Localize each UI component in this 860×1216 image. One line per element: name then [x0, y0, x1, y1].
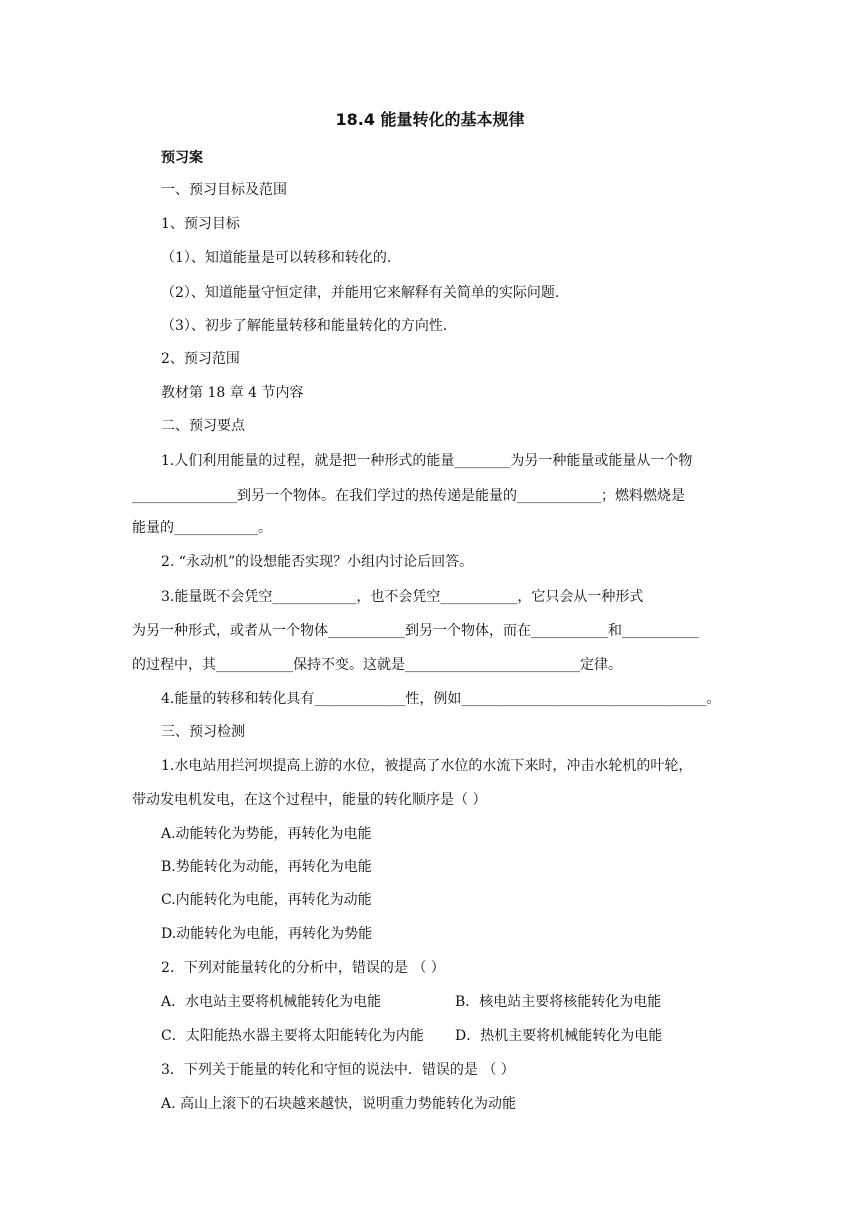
- question-2-stem: 2．下列对能量转化的分析中，错误的是 （ ）: [161, 960, 445, 976]
- heading-preview-scope: 2、预习范围: [161, 351, 240, 367]
- key-point-1-line-2: _______________到另一个物体。在我们学过的热传递是能量的____________；燃料燃烧是: [132, 488, 685, 504]
- heading-preview-goals-scope: 一、预习目标及范围: [161, 182, 287, 198]
- document-title: 18.4 能量转化的基本规律: [335, 110, 525, 129]
- question-1-line-2: 带动发电机发电，在这个过程中，能量的转化顺序是（ ）: [132, 792, 487, 808]
- question-2-option-a: A．水电站主要将机械能转化为电能: [161, 994, 382, 1010]
- question-2-option-d: D．热机主要将机械能转化为电能: [455, 1028, 663, 1044]
- question-2-option-b: B．核电站主要将核能转化为电能: [455, 994, 662, 1010]
- question-2-option-c: C．太阳能热水器主要将太阳能转化为内能: [161, 1028, 424, 1044]
- question-1-option-d: D.动能转化为电能，再转化为势能: [161, 926, 373, 942]
- key-point-3-line-1: 3.能量既不会凭空____________，也不会凭空___________，它只会从一种形式: [161, 589, 644, 605]
- key-point-1-line-1: 1.人们利用能量的过程，就是把一种形式的能量________为另一种能量或能量从一个物: [161, 453, 693, 469]
- heading-key-points: 二、预习要点: [161, 418, 245, 434]
- key-point-3-line-3: 的过程中，其___________保持不变。这就是_________________________定律。: [132, 657, 622, 673]
- question-3-option-a: A. 高山上滚下的石块越来越快，说明重力势能转化为动能: [161, 1096, 517, 1112]
- key-point-2: 2. “永动机”的设想能否实现？小组内讨论后回答。: [161, 554, 474, 570]
- section-heading-preview: 预习案: [161, 150, 203, 166]
- heading-preview-goals: 1、预习目标: [161, 216, 240, 232]
- key-point-1-line-3: 能量的____________。: [132, 520, 272, 536]
- key-point-3-line-2: 为另一种形式，或者从一个物体___________到另一个物体，而在___________和___________: [132, 623, 699, 639]
- question-1-option-c: C.内能转化为电能，再转化为动能: [161, 892, 372, 908]
- question-1-option-b: B.势能转化为动能，再转化为电能: [161, 859, 372, 875]
- heading-preview-check: 三、预习检测: [161, 724, 245, 740]
- question-3-stem: 3．下列关于能量的转化和守恒的说法中．错误的是 （ ）: [161, 1062, 515, 1078]
- scope-text: 教材第 18 章 4 节内容: [161, 385, 304, 401]
- goal-item-2: （2）、知道能量守恒定律，并能用它来解释有关简单的实际问题.: [161, 285, 560, 301]
- goal-item-1: （1）、知道能量是可以转移和转化的.: [161, 250, 392, 266]
- goal-item-3: （3）、初步了解能量转移和能量转化的方向性.: [161, 318, 448, 334]
- question-1-option-a: A.动能转化为势能，再转化为电能: [161, 826, 372, 842]
- question-1-line-1: 1.水电站用拦河坝提高上游的水位，被提高了水位的水流下来时，冲击水轮机的叶轮，: [161, 758, 693, 774]
- key-point-4: 4.能量的转移和转化具有_____________性，例如___________________________________。: [161, 691, 721, 707]
